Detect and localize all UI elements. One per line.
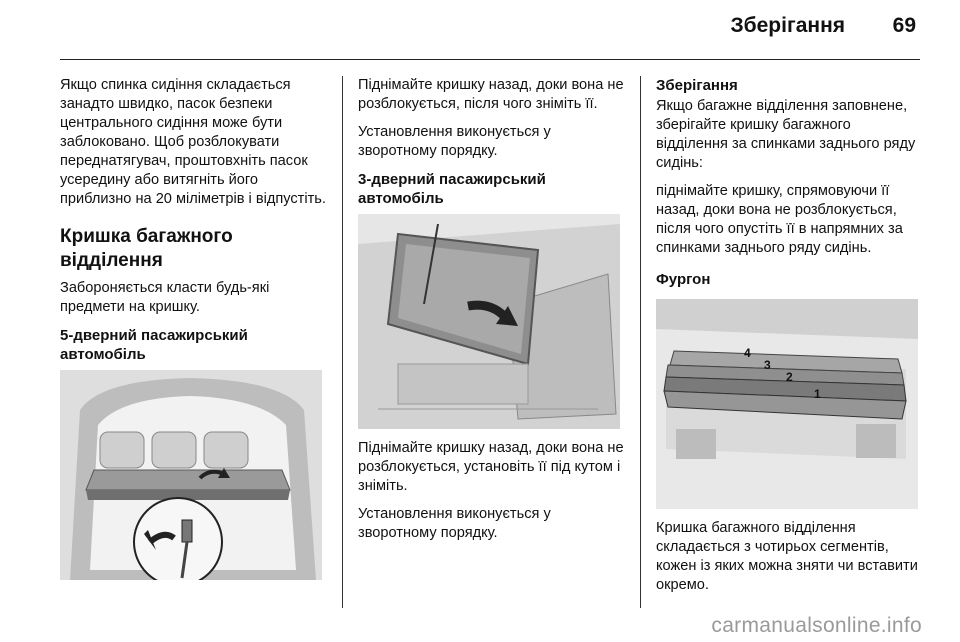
section-heading: Кришка багажного відділення bbox=[60, 226, 233, 271]
page-number: 69 bbox=[892, 14, 916, 37]
segment-label-3: 3 bbox=[764, 358, 771, 372]
paragraph-storage-steps: піднімайте кришку, спрямовуючи її назад, доки вона не розблокується, після чого опустіть її в напрямних за спинками заднього ряду сидінь. bbox=[656, 183, 903, 256]
paragraph-lift-remove: Піднімайте кришку назад, доки вона не розблокується, після чого зніміть її. bbox=[358, 77, 624, 112]
header-rule bbox=[60, 59, 920, 60]
watermark: carmanualsonline.info bbox=[711, 614, 922, 637]
subheading-3-door: 3-дверний пасажирський автомобіль bbox=[358, 171, 546, 207]
column-3 bbox=[656, 76, 926, 604]
illustration-3-door-cargo-cover bbox=[358, 214, 620, 429]
paragraph-reverse-order-2: Установлення виконується у зворотному порядку. bbox=[358, 506, 551, 541]
warning-paragraph: Забороняється класти будь-які предмети на кришку. bbox=[60, 280, 270, 315]
segment-label-4: 4 bbox=[744, 346, 751, 360]
paragraph-lift-angle-remove: Піднімайте кришку назад, доки вона не розблокується, установіть її під кутом і зніміть. bbox=[358, 440, 624, 494]
column-divider-1 bbox=[342, 76, 343, 608]
illustration-5-door-cargo-cover bbox=[60, 370, 322, 580]
intro-paragraph: Якщо спинка сидіння складається занадто швидко, пасок безпеки центрального сидіння може бути заблоковано. Щоб розблокувати переднатягувач, проштовхніть пасок усередину або витягніть його приблизно на 20 міліметрів і відпустіть. bbox=[60, 77, 326, 207]
subheading-van: Фургон bbox=[656, 271, 711, 288]
subheading-storage: Зберігання bbox=[656, 77, 738, 94]
page-title: Зберігання bbox=[730, 14, 845, 37]
segment-label-1: 1 bbox=[814, 387, 821, 401]
segment-label-2: 2 bbox=[786, 370, 793, 384]
column-1 bbox=[60, 76, 330, 590]
column-2 bbox=[358, 76, 628, 552]
illustration-van-cargo-cover bbox=[656, 299, 918, 509]
column-divider-2 bbox=[640, 76, 641, 608]
paragraph-reverse-order: Установлення виконується у зворотному порядку. bbox=[358, 124, 551, 159]
paragraph-segments: Кришка багажного відділення складається з чотирьох сегментів, кожен із яких можна зняти чи вставити окремо. bbox=[656, 520, 918, 593]
paragraph-storage-intro: Якщо багажне відділення заповнене, зберігайте кришку багажного відділення за спинками заднього ряду сидінь: bbox=[656, 98, 916, 171]
subheading-5-door: 5-дверний пасажирський автомобіль bbox=[60, 327, 248, 363]
page-header bbox=[0, 0, 960, 58]
